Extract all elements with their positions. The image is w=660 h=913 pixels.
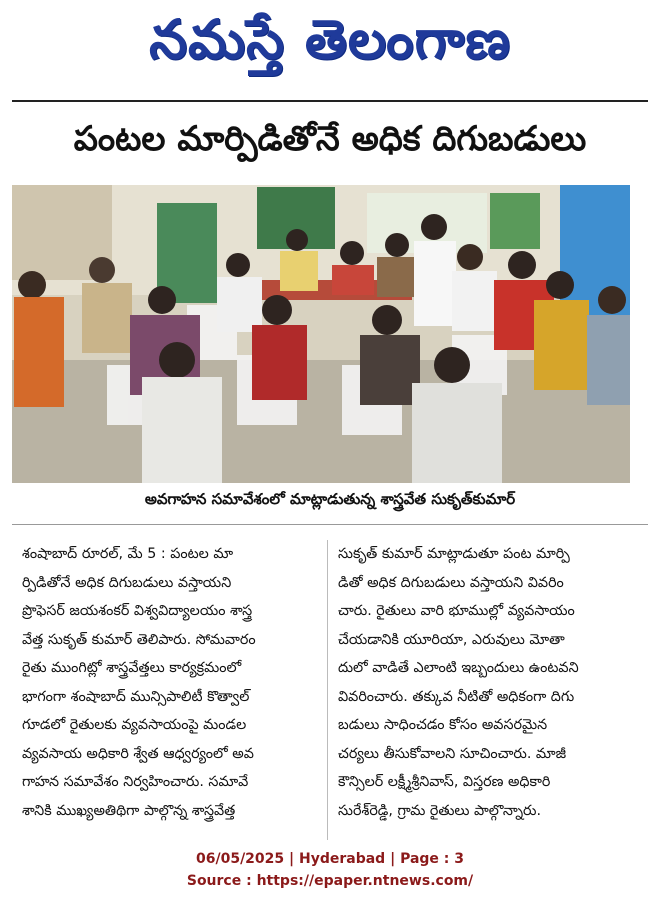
body-line: బడులు సాధించడం కోసం అవసరమైన — [338, 717, 548, 733]
source-link[interactable]: Source : https://epaper.ntnews.com/ — [186, 873, 474, 889]
body-line: సురేశ్‌రెడ్డి, గ్రామ రైతులు పాల్గొన్నారు. — [338, 802, 541, 819]
article-column-left — [22, 540, 318, 825]
meeting-photo-illustration — [12, 185, 630, 483]
article-column-right — [338, 540, 630, 825]
body-line: ప్రొఫెసర్ జయశంకర్ విశ్వవిద్యాలయం శాస్త్ర — [22, 603, 253, 619]
caption-rule — [12, 524, 648, 525]
article-photo — [12, 185, 630, 483]
body-line: వేత్త సుకృత్ కుమార్ తెలిపారు. సోమవారం — [22, 631, 256, 648]
newspaper-title: నమస్తే తెలంగాణ — [149, 7, 511, 71]
body-line: గూడలో రైతులకు వ్యవసాయంపై మండల — [22, 717, 247, 733]
page-footer — [0, 848, 660, 892]
article-headline: పంటల మార్పిడితోనే అధిక దిగుబడులు — [73, 119, 587, 159]
body-line: చర్యలు తీసుకోవాలని సూచించారు. మాజీ — [338, 745, 567, 762]
body-line: ర్పిడితోనే అధిక దిగుబడులు వస్తాయని — [22, 574, 232, 591]
body-line: శంషాబాద్ రూరల్, మే 5 : పంటల మా — [22, 546, 234, 562]
top-rule — [12, 100, 648, 102]
body-line: రైతు ముంగిట్లో శాస్త్రవేత్తలు కార్యక్రమంలో — [22, 660, 242, 676]
edition-info: 06/05/2025 | Hyderabad | Page : 3 — [195, 851, 465, 867]
body-line: వివరించారు. తక్కువ నీటితో అధికంగా దిగు — [338, 688, 575, 705]
photo-caption: అవగాహన సమావేశంలో మాట్లాడుతున్న శాస్త్రవేత సుకృత్‌కుమార్ — [144, 490, 516, 508]
body-line: వ్యవసాయ అధికారి శ్వేత ఆధ్వర్యంలో అవ — [22, 745, 254, 762]
body-line: డితో అధిక దిగుబడులు వస్తాయని వివరిం — [338, 574, 564, 591]
body-line: దులో వాడితే ఎలాంటి ఇబ్బందులు ఉంటవని — [338, 660, 579, 676]
body-line: భాగంగా శంషాబాద్ మున్సిపాలిటీ కొత్వాల్ — [22, 688, 250, 705]
body-line: శానికి ముఖ్యఅతిథిగా పాల్గొన్న శాస్త్రవేత్త — [22, 802, 236, 819]
body-line: కౌన్సిలర్ లక్ష్మీశ్రీనివాస్, విస్తరణ అధికారి — [338, 774, 551, 790]
body-line: గాహన సమావేశం నిర్వహించారు. సమావే — [22, 774, 249, 790]
body-line: చారు. రైతులు వారి భూముల్లో వ్యవసాయం — [338, 603, 575, 619]
masthead — [0, 0, 660, 92]
body-line: చేయడానికి యూరియా, ఎరువులు మోతా — [338, 631, 565, 648]
column-divider — [327, 540, 328, 840]
body-line: సుకృత్ కుమార్ మాట్లాడుతూ పంట మార్పి — [338, 546, 570, 562]
